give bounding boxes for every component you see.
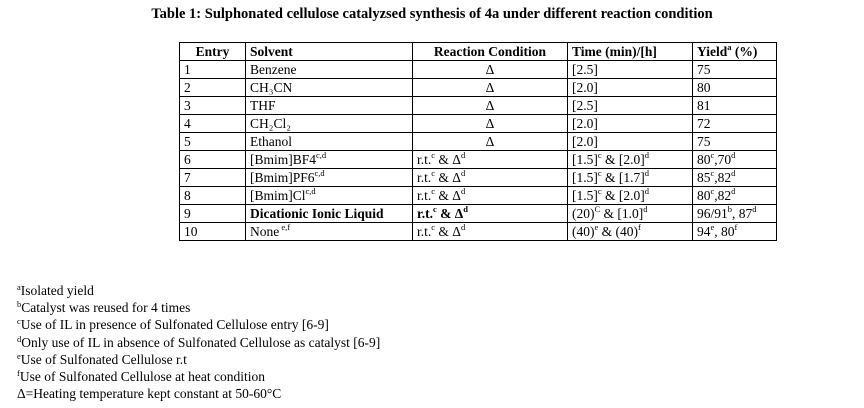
footnote-mark: a [17,282,21,292]
header-yield [693,43,777,61]
results-table [179,42,777,241]
solvent-name: Dicationic Ionic Liquid [250,205,384,221]
yield-footnote-mark: e [710,221,715,232]
time-value: (20) [572,205,595,221]
time-footnote-mark: C [594,203,601,214]
footnote-mark: c [17,316,21,327]
header-reaction-condition: Reaction Condition [413,43,568,61]
footnote-text: Use of Sulfonated Cellulose at heat condition [19,369,266,385]
solvent-name: [Bmim]Cl [250,187,306,203]
time-value: [1.5] [572,151,598,167]
yield-value: , 87 [732,205,753,221]
yield-value: 80 [697,187,711,203]
table-row [180,151,777,169]
footnotes [17,282,380,402]
table-row [180,115,777,133]
cell-time [568,187,693,205]
solvent-name: [Bmim]BF4 [250,151,317,167]
condition-footnote-mark: d [460,185,466,196]
header-solvent: Solvent [246,43,413,61]
cell-entry: 9 [180,205,246,223]
footnote-e [17,351,380,368]
time-value: & [1.7] [601,169,645,185]
cell-condition [413,187,568,205]
time-value: & [2.0] [601,151,645,167]
cell-solvent: CH₃CN [246,79,413,97]
cell-solvent: Benzene [246,61,413,79]
footnote-text: Use of IL in presence of Sulfonated Cellulose entry [6-9] [20,317,329,333]
table-row [180,223,777,241]
table-header-row [180,43,777,61]
cell-yield [693,223,777,241]
condition-footnote-mark: d [460,221,466,232]
time-footnote-mark: e [594,221,599,232]
cell-yield [693,187,777,205]
cell-yield: 81 [693,97,777,115]
time-footnote-mark: d [644,167,650,178]
cell-solvent [246,223,413,241]
cell-entry: 5 [180,133,246,151]
footnote-mark: b [17,299,22,310]
yield-value: 80 [697,151,711,167]
condition-rt: r.t. [417,169,432,185]
cell-condition [413,169,568,187]
footnote-a [17,282,380,299]
footnote-mark: f [17,368,20,379]
condition-rt: r.t. [417,151,432,167]
cell-solvent [246,187,413,205]
cell-condition [413,151,568,169]
cell-yield: 80 [693,79,777,97]
cell-solvent [246,205,413,223]
cell-condition: Δ [413,133,568,151]
yield-footnote-mark: f [734,221,738,232]
cell-solvent: CH₂Cl₂ [246,115,413,133]
yield-value: ,82 [714,169,732,185]
table-title: Table 1: Sulphonated cellulose catalyzsed synthesis of 4a under different reaction condition [151,6,713,22]
condition-footnote-mark: d [460,149,466,160]
time-value: & [1.0] [600,205,644,221]
condition-heat: & Δ [435,151,461,167]
yield-value: 94 [697,223,711,239]
table-row [180,187,777,205]
cell-solvent [246,151,413,169]
cell-condition: Δ [413,61,568,79]
condition-footnote-mark: d [460,167,466,178]
yield-footnote-mark: c [710,185,715,196]
time-value: [1.5] [572,187,598,203]
cell-solvent: Ethanol [246,133,413,151]
condition-rt: r.t. [417,205,433,221]
cell-yield: 75 [693,133,777,151]
yield-footnote-mark: d [731,149,736,160]
cell-solvent [246,169,413,187]
cell-time: [2.0] [568,133,693,151]
time-footnote-mark: c [597,149,602,160]
time-footnote-mark: c [597,185,602,196]
condition-footnote-mark: d [463,203,468,214]
cell-condition [413,223,568,241]
solvent-footnote-mark: c,d [305,185,316,196]
footnote-text: Only use of IL in absence of Sulfonated Cellulose as catalyst [6-9] [21,334,381,350]
header-yield-footnote-mark: a [727,41,732,52]
cell-yield [693,205,777,223]
table-row [180,169,777,187]
condition-heat: & Δ [435,169,461,185]
yield-footnote-mark: c [710,167,715,178]
footnote-b [17,299,380,316]
solvent-footnote-mark: c,d [316,149,327,160]
yield-footnote-mark: d [731,167,736,178]
condition-footnote-mark: c [431,221,436,232]
yield-value: ,82 [714,187,732,203]
cell-solvent: THF [246,97,413,115]
time-footnote-mark: d [643,203,648,214]
solvent-footnote-mark: e,f [279,221,291,232]
cell-entry: 7 [180,169,246,187]
solvent-footnote-mark: c,d [314,167,325,178]
cell-entry: 4 [180,115,246,133]
yield-footnote-mark: d [731,185,736,196]
cell-time [568,169,693,187]
condition-footnote-mark: c [433,203,437,214]
cell-time [568,151,693,169]
table-row [180,61,777,79]
cell-entry: 3 [180,97,246,115]
footnote-f [17,368,380,385]
solvent-name: None [250,223,280,239]
cell-time [568,205,693,223]
time-value: & [2.0] [601,187,645,203]
yield-footnote-mark: d [752,203,757,214]
time-value: (40) [572,223,595,239]
cell-yield: 72 [693,115,777,133]
table-row [180,97,777,115]
yield-footnote-mark: b [727,203,733,214]
header-yield-label: Yield [697,43,728,59]
cell-condition: Δ [413,79,568,97]
cell-time [568,223,693,241]
cell-time: [2.0] [568,79,693,97]
header-entry: Entry [180,43,246,61]
footnote-mark: e [17,350,21,361]
footnote-text: Use of Sulfonated Cellulose r.t [20,351,187,367]
footnote-c [17,316,380,333]
time-value: [1.5] [572,169,598,185]
yield-value: 85 [697,169,711,185]
footnote-mark: d [17,333,22,344]
cell-yield: 75 [693,61,777,79]
time-footnote-mark: d [644,185,650,196]
table-row [180,79,777,97]
cell-condition: Δ [413,97,568,115]
header-time: Time (min)/[h] [568,43,693,61]
header-yield-unit: (%) [731,43,758,59]
table-row [180,205,777,223]
condition-footnote-mark: c [431,167,436,178]
cell-time: [2.5] [568,61,693,79]
cell-yield [693,151,777,169]
time-footnote-mark: d [644,149,650,160]
cell-time: [2.0] [568,115,693,133]
table-row [180,133,777,151]
time-value: & (40) [598,223,639,239]
condition-rt: r.t. [417,223,432,239]
solvent-name: [Bmim]PF6 [250,169,315,185]
footnote-text: Isolated yield [20,283,94,298]
condition-heat: & Δ [435,223,461,239]
footnote-text: Catalyst was reused for 4 times [21,300,191,316]
time-footnote-mark: f [638,221,641,232]
cell-entry: 2 [180,79,246,97]
yield-footnote-mark: c [710,149,715,160]
condition-rt: r.t. [417,187,432,203]
condition-heat: & Δ [435,187,461,203]
cell-condition [413,205,568,223]
cell-time: [2.5] [568,97,693,115]
condition-footnote-mark: c [431,149,436,160]
cell-condition: Δ [413,115,568,133]
cell-entry: 8 [180,187,246,205]
footnote-d [17,334,380,351]
yield-value: ,70 [714,151,732,167]
yield-value: 96/91 [697,205,728,221]
footnote-text: Δ=Heating temperature kept constant at 50-60°C [17,386,282,402]
cell-entry: 1 [180,61,246,79]
time-footnote-mark: c [597,167,602,178]
footnote-delta [17,385,380,402]
cell-entry: 6 [180,151,246,169]
cell-entry: 10 [180,223,246,241]
condition-heat: & Δ [436,205,464,221]
condition-footnote-mark: c [431,185,436,196]
cell-yield [693,169,777,187]
yield-value: , 80 [714,223,735,239]
